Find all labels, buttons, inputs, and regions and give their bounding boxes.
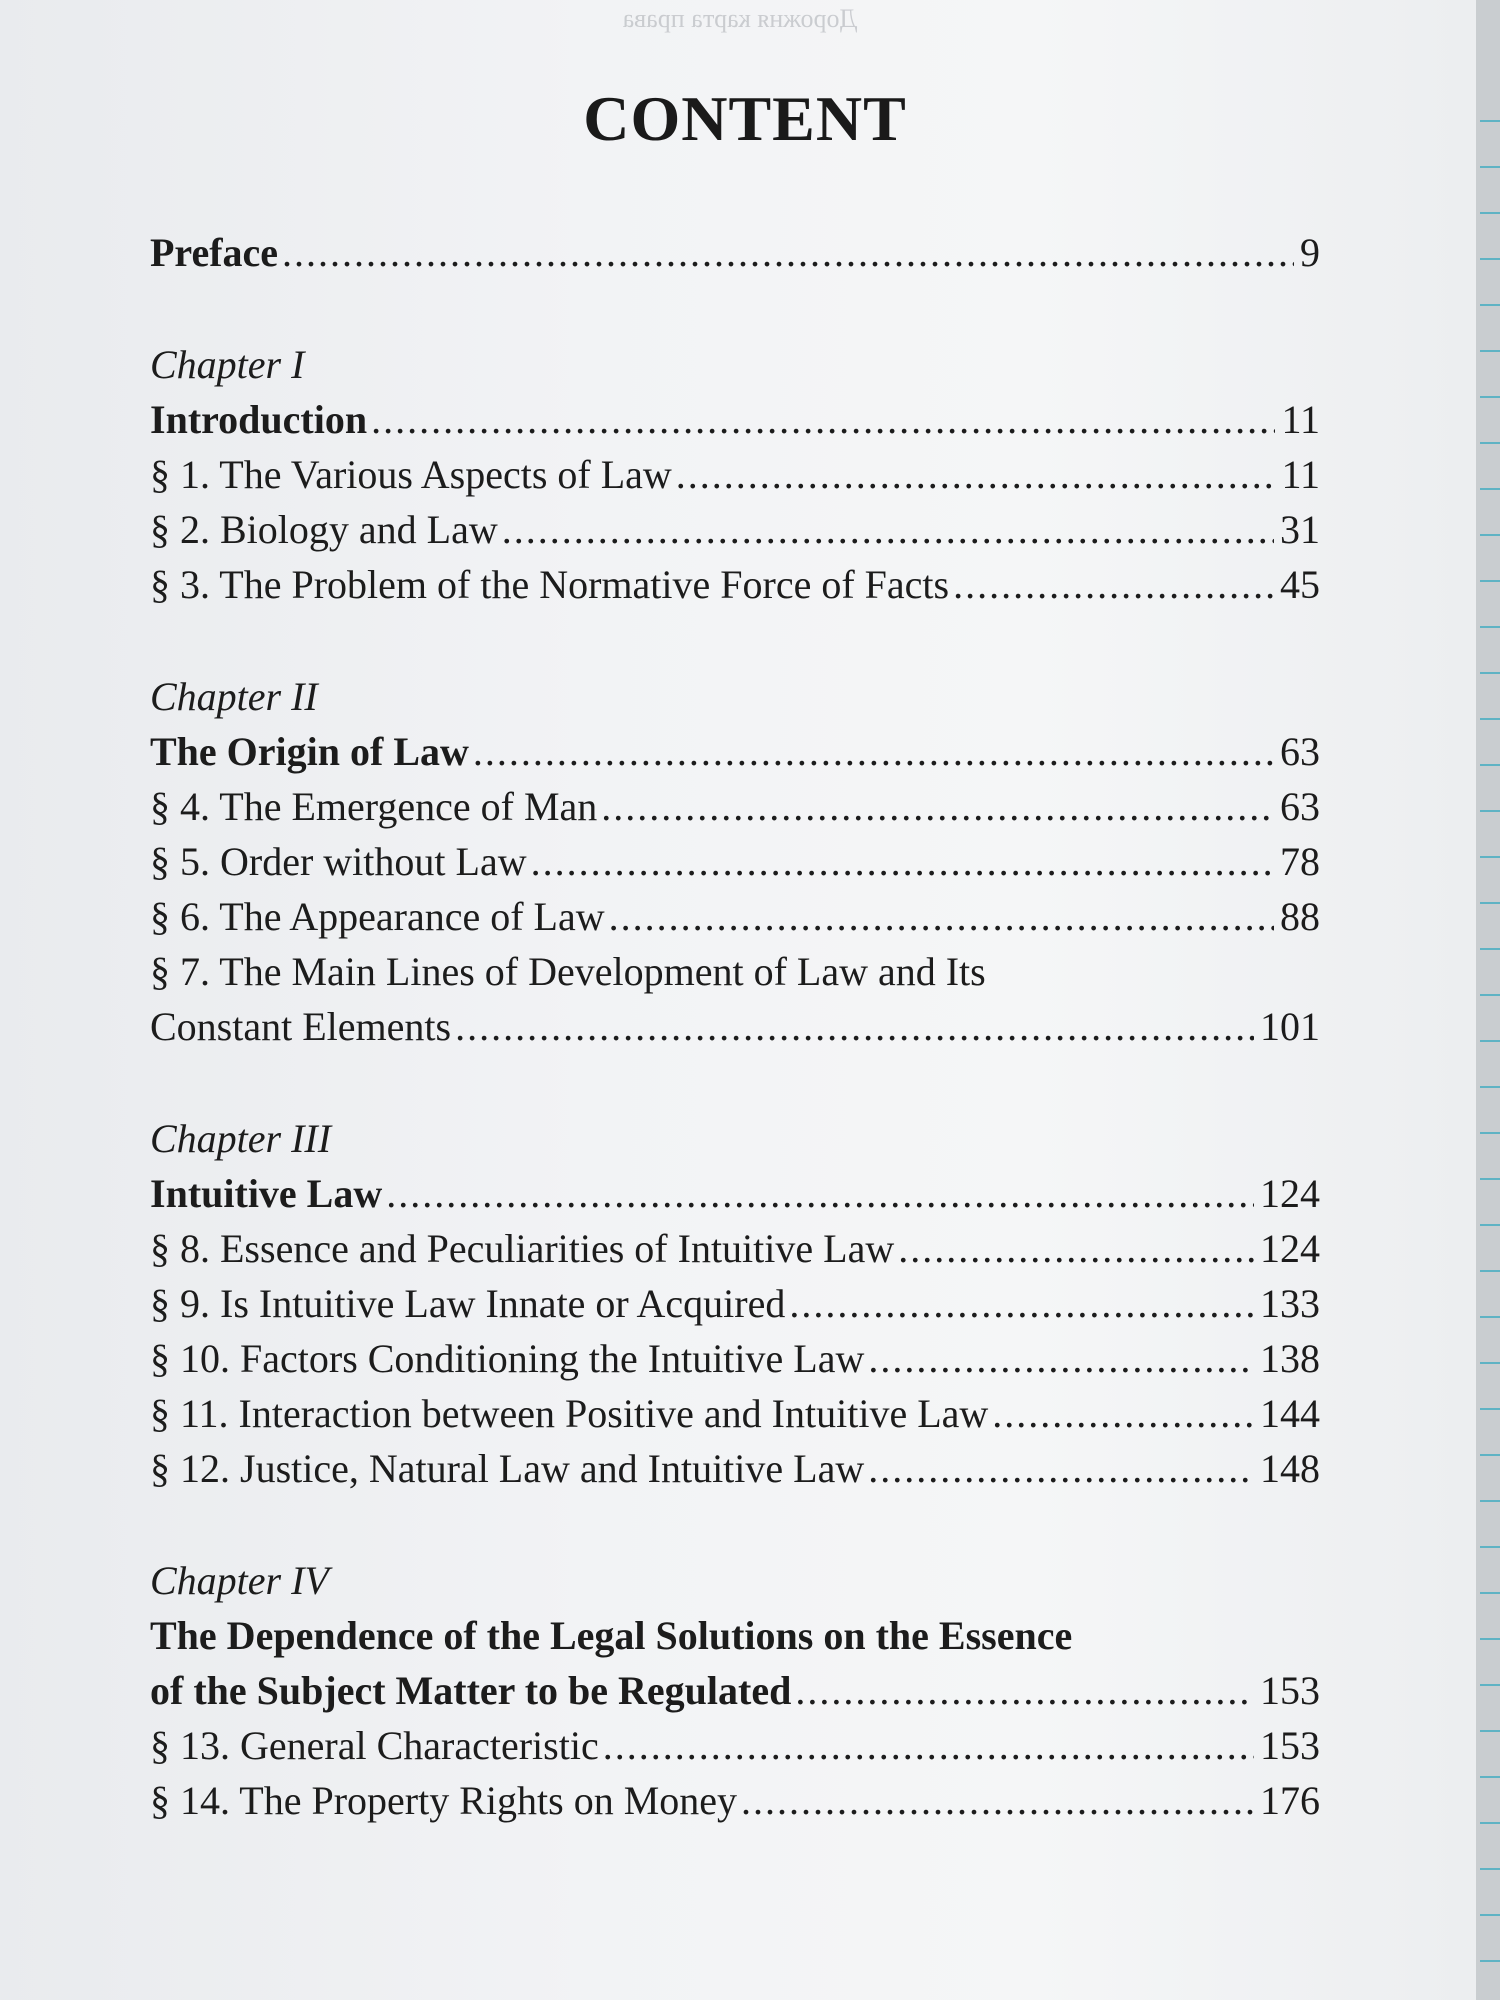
dot-leader	[455, 999, 1254, 1054]
edge-line	[1480, 1224, 1500, 1226]
edge-line	[1480, 1178, 1500, 1180]
edge-line	[1480, 994, 1500, 996]
toc-entry-title: § 2. Biology and Law	[150, 507, 498, 552]
edge-line	[1480, 304, 1500, 306]
dot-leader	[789, 1276, 1254, 1331]
table-of-contents	[150, 225, 1320, 1886]
edge-line	[1480, 902, 1500, 904]
toc-entry	[150, 1276, 1320, 1331]
toc-entry-title: § 3. The Problem of the Normative Force of Facts	[150, 562, 950, 607]
toc-page-number: 9	[1300, 230, 1320, 275]
toc-page-number: 11	[1281, 397, 1320, 442]
toc-entry-title: § 14. The Property Rights on Money	[150, 1778, 738, 1823]
edge-line	[1480, 534, 1500, 536]
toc-entry	[150, 502, 1320, 557]
dot-leader	[386, 1166, 1254, 1221]
dot-leader	[795, 1663, 1254, 1718]
toc-entry-title: § 10. Factors Conditioning the Intuitive Law	[150, 1336, 865, 1381]
edge-line	[1480, 580, 1500, 582]
edge-line	[1480, 718, 1500, 720]
edge-line	[1480, 1408, 1500, 1410]
edge-line	[1480, 1960, 1500, 1962]
dot-leader	[992, 1386, 1254, 1441]
toc-section	[150, 1554, 1320, 1828]
toc-entry	[150, 225, 1320, 280]
toc-page-number: 176	[1260, 1778, 1320, 1823]
toc-page-number: 148	[1260, 1446, 1320, 1491]
toc-entry-title: Constant Elements	[150, 1004, 452, 1049]
toc-entry-title: Introduction	[150, 397, 368, 442]
toc-entry-title: § 5. Order without Law	[150, 839, 527, 884]
running-head: Дорожня карта права	[622, 4, 858, 33]
toc-page-number: 63	[1280, 784, 1320, 829]
toc-entry	[150, 392, 1320, 447]
toc-page-number: 63	[1280, 729, 1320, 774]
edge-line	[1480, 1592, 1500, 1594]
edge-line	[1480, 1914, 1500, 1916]
dot-leader	[676, 447, 1276, 502]
toc-entry	[150, 447, 1320, 502]
dot-leader	[741, 1773, 1254, 1828]
dot-leader	[502, 502, 1274, 557]
edge-line	[1480, 1316, 1500, 1318]
toc-page-number: 88	[1280, 894, 1320, 939]
toc-page-number: 133	[1260, 1281, 1320, 1326]
toc-entry	[150, 724, 1320, 779]
toc-entry-title: § 4. The Emergence of Man	[150, 784, 598, 829]
toc-entry-title: § 13. General Characteristic	[150, 1723, 599, 1768]
edge-line	[1480, 1500, 1500, 1502]
toc-entry-title: § 8. Essence and Peculiarities of Intuitive Law	[150, 1226, 895, 1271]
edge-line	[1480, 672, 1500, 674]
dot-leader	[609, 889, 1274, 944]
toc-section	[150, 1112, 1320, 1496]
dot-leader	[898, 1221, 1254, 1276]
toc-entry-title: of the Subject Matter to be Regulated	[150, 1668, 792, 1713]
toc-section	[150, 225, 1320, 280]
edge-line	[1480, 442, 1500, 444]
edge-line	[1480, 1454, 1500, 1456]
toc-page-number: 138	[1260, 1336, 1320, 1381]
chapter-label: Chapter IV	[150, 1558, 329, 1603]
toc-entry	[150, 1166, 1320, 1221]
toc-entry-title: § 11. Interaction between Positive and Intuitive Law	[150, 1391, 989, 1436]
toc-entry-title: § 9. Is Intuitive Law Innate or Acquired	[150, 1281, 786, 1326]
notebook-edge-lines	[1476, 0, 1500, 2000]
toc-page-number: 124	[1260, 1226, 1320, 1271]
edge-line	[1480, 1270, 1500, 1272]
edge-line	[1480, 1684, 1500, 1686]
toc-entry-first-line: § 7. The Main Lines of Development of Law and Its	[150, 949, 986, 994]
edge-line	[1480, 1776, 1500, 1778]
dot-leader	[601, 779, 1274, 834]
dot-leader	[603, 1718, 1254, 1773]
toc-page-number: 124	[1260, 1171, 1320, 1216]
toc-entry-title: Intuitive Law	[150, 1171, 383, 1216]
edge-line	[1480, 626, 1500, 628]
edge-line	[1480, 166, 1500, 168]
toc-page-number: 144	[1260, 1391, 1320, 1436]
edge-line	[1480, 856, 1500, 858]
toc-entry	[150, 834, 1320, 889]
edge-line	[1480, 1040, 1500, 1042]
toc-entry	[150, 1221, 1320, 1276]
page-title: CONTENT	[583, 83, 907, 154]
chapter-label: Chapter I	[150, 342, 305, 387]
chapter-label: Chapter III	[150, 1116, 332, 1161]
toc-entry	[150, 779, 1320, 834]
edge-line	[1480, 1638, 1500, 1640]
toc-entry	[150, 1663, 1320, 1718]
toc-page-number: 153	[1260, 1668, 1320, 1713]
edge-line	[1480, 1086, 1500, 1088]
dot-leader	[531, 834, 1274, 889]
toc-section	[150, 670, 1320, 1054]
dot-leader	[371, 392, 1275, 447]
toc-page-number: 11	[1281, 452, 1320, 497]
edge-line	[1480, 120, 1500, 122]
toc-entry	[150, 1386, 1320, 1441]
edge-line	[1480, 1868, 1500, 1870]
toc-entry-title: § 1. The Various Aspects of Law	[150, 452, 672, 497]
toc-entry	[150, 557, 1320, 612]
toc-entry-title: § 6. The Appearance of Law	[150, 894, 605, 939]
dot-leader	[868, 1331, 1254, 1386]
dot-leader	[868, 1441, 1254, 1496]
toc-entry-title: § 12. Justice, Natural Law and Intuitive Law	[150, 1446, 865, 1491]
edge-line	[1480, 1362, 1500, 1364]
toc-page-number: 45	[1280, 562, 1320, 607]
edge-line	[1480, 488, 1500, 490]
toc-entry	[150, 1718, 1320, 1773]
edge-line	[1480, 1546, 1500, 1548]
toc-entry	[150, 999, 1320, 1054]
edge-line	[1480, 764, 1500, 766]
dot-leader	[473, 724, 1274, 779]
chapter-label: Chapter II	[150, 674, 318, 719]
toc-entry	[150, 1441, 1320, 1496]
toc-section	[150, 338, 1320, 612]
toc-entry	[150, 889, 1320, 944]
dot-leader	[282, 225, 1294, 280]
toc-entry	[150, 1773, 1320, 1828]
edge-line	[1480, 1132, 1500, 1134]
toc-entry-title: The Origin of Law	[150, 729, 469, 774]
toc-entry-title: Preface	[150, 230, 279, 275]
edge-line	[1480, 212, 1500, 214]
toc-entry-first-line: The Dependence of the Legal Solutions on the Essence	[150, 1613, 1073, 1658]
edge-line	[1480, 1730, 1500, 1732]
edge-line	[1480, 396, 1500, 398]
edge-line	[1480, 948, 1500, 950]
edge-line	[1480, 258, 1500, 260]
toc-entry	[150, 1331, 1320, 1386]
edge-line	[1480, 1822, 1500, 1824]
toc-page-number: 101	[1260, 1004, 1320, 1049]
edge-line	[1480, 810, 1500, 812]
edge-line	[1480, 350, 1500, 352]
toc-page-number: 153	[1260, 1723, 1320, 1768]
toc-page-number: 31	[1280, 507, 1320, 552]
toc-page-number: 78	[1280, 839, 1320, 884]
dot-leader	[953, 557, 1274, 612]
